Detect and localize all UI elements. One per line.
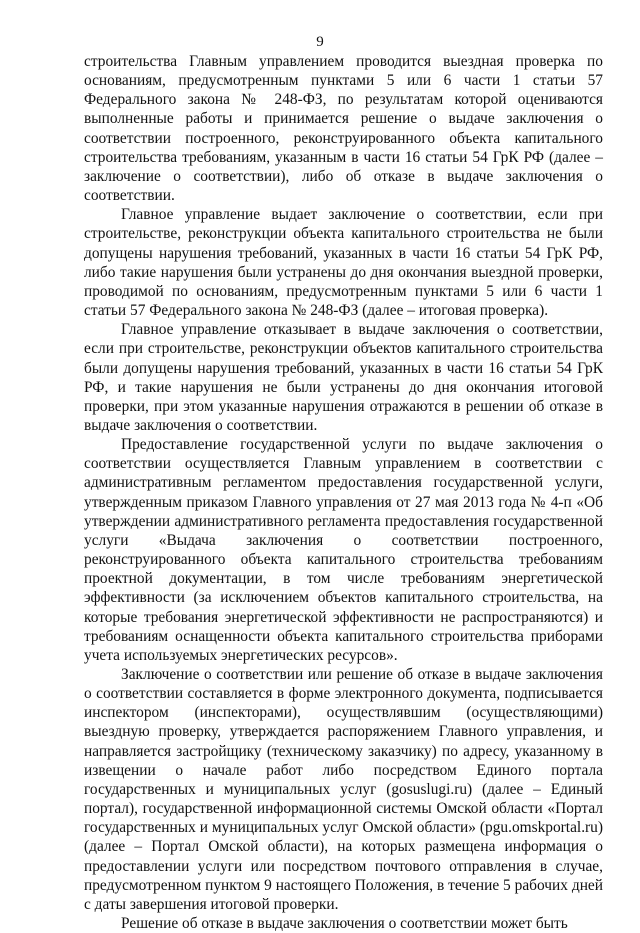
- paragraph-truncated: Решение об отказе в выдаче заключения о соответствии может быть: [121, 915, 568, 933]
- paragraph-continuation: строительства Главным управлением проводится выездная проверка по основаниям, предусмотренным пунктами 5 или 6 части 1 статьи 57 Федерального закона № 248-ФЗ, по результатам которой оцениваются выполненные работы и принимается решение о выдаче заключения о соответствии построенного, реконструированного объекта капитального строительства требованиям, указанным в части 16 статьи 54 ГрК РФ (далее – заключение о соответствии), либо об отказе в выдаче заключения о соответствии.: [84, 53, 603, 205]
- paragraph: Главное управление выдает заключение о соответствии, если при строительстве, реконструкции объекта капитального строительства не были допущены нарушения требований, указанных в части 16 статьи 54 ГрК РФ, либо такие нарушения были устранены до дня окончания выездной проверки, проводимой по основаниям, предусмотренным пунктами 5 или 6 части 1 статьи 57 Федерального закона № 248-ФЗ (далее – итоговая проверка).: [84, 206, 603, 320]
- page-number: 9: [316, 34, 324, 50]
- paragraph: Заключение о соответствии или решение об отказе в выдаче заключения о соответствии составляется в форме электронного документа, подписывается инспектором (инспекторами), осуществлявшим (осуществляющими) выездную проверку, утверждается распоряжением Главного управления, и направляется застройщику (техническому заказчику) по адресу, указанному в извещении о начале работ либо посредством Единого портала государственных и муниципальных услуг (gosuslugi.ru) (далее – Единый портал), государственной информационной системы Омской области «Портал государственных и муниципальных услуг Омской области» (pgu.omskportal.ru) (далее – Портал Омской области), на которых размещена информация о предоставлении услуги или посредством почтового отправления в случае, предусмотренном пунктом 9 настоящего Положения, в течение 5 рабочих дней с даты завершения итоговой проверки.: [84, 666, 603, 913]
- paragraph: Предоставление государственной услуги по выдаче заключения о соответствии осуществляется Главным управлением в соответствии с административным регламентом предоставления государственной услуги, утвержденным приказом Главного управления от 27 мая 2013 года № 4-п «Об утверждении административного регламента предоставления государственной услуги «Выдача заключения о соответствии построенного, реконструированного объекта капитального строительства требованиям проектной документации, в том числе требованиям энергетической эффективности (за исключением объектов капитального строительства, на которые требования энергетической эффективности не распространяются) и требованиям оснащенности объекта капитального строительства приборами учета используемых энергетических ресурсов».: [84, 436, 603, 664]
- paragraph: Главное управление отказывает в выдаче заключения о соответствии, если при строительстве, реконструкции объектов капитального строительства были допущены нарушения требований, указанных в части 16 статьи 54 ГрК РФ, и такие нарушения не были устранены до дня окончания итоговой проверки, при этом указанные нарушения отражаются в решении об отказе в выдаче заключения о соответствии.: [84, 321, 603, 434]
- document-body: [84, 52, 603, 933]
